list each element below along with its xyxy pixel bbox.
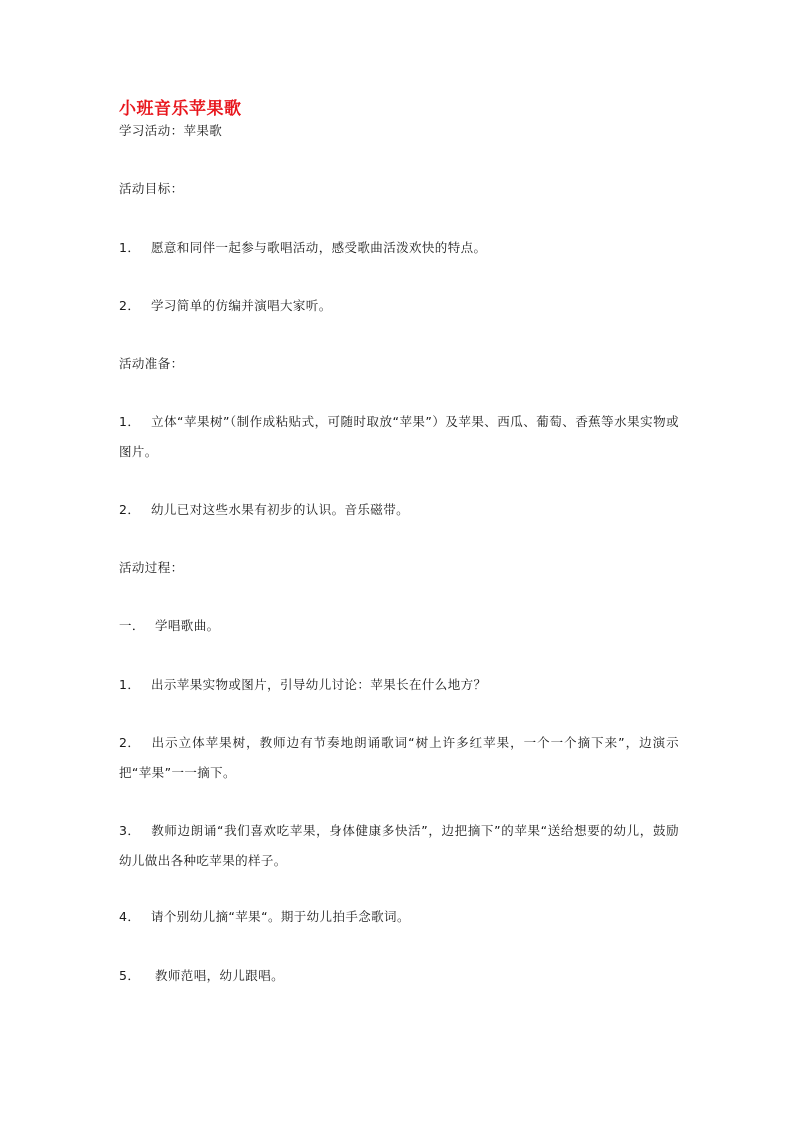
step-item-1 [119,677,486,693]
goals-heading: 活动目标： [119,181,184,196]
step-text: 教师范唱，幼儿跟唱。 [155,968,285,983]
section-one [119,618,220,634]
prep-number: 2． [119,502,141,517]
goal-item-1 [119,240,486,256]
prep-text: 幼儿已对这些水果有初步的认识。音乐磁带。 [151,502,410,517]
step-item-5 [119,968,284,984]
goal-text: 学习简单的仿编并演唱大家听。 [151,298,332,313]
subtitle: 学习活动：苹果歌 [119,123,223,138]
prep-item-2 [119,502,409,518]
step-item-4 [119,909,410,925]
goal-number: 1． [119,240,141,255]
prep-item-1 [119,407,679,467]
process-heading: 活动过程： [119,560,184,575]
step-item-2 [119,728,679,788]
step-text: 教师边朗诵“我们喜欢吃苹果，身体健康多快活”，边把摘下”的苹果“送给想要的幼儿，鼓励幼儿做出各种吃苹果的样子。 [119,823,679,868]
goal-item-2 [119,298,332,314]
step-text: 请个别幼儿摘“苹果“。期于幼儿拍手念歌词。 [151,909,410,924]
step-number: 5． [119,968,141,983]
document-title: 小班音乐苹果歌 [119,99,242,119]
step-number: 2． [119,735,141,750]
step-number: 1． [119,677,141,692]
section-text: 学唱歌曲。 [155,618,220,633]
step-item-3 [119,816,679,876]
prep-heading: 活动准备： [119,356,184,371]
prep-number: 1． [119,414,141,429]
step-text: 出示苹果实物或图片，引导幼儿讨论：苹果长在什么地方？ [151,677,487,692]
step-number: 4． [119,909,141,924]
section-number: 一． [119,618,145,633]
prep-text: 立体“苹果树”（制作成粘贴式，可随时取放“苹果”）及苹果、西瓜、葡萄、香蕉等水果实物或图片。 [119,414,679,459]
goal-text: 愿意和同伴一起参与歌唱活动，感受歌曲活泼欢快的特点。 [151,240,487,255]
step-number: 3． [119,823,141,838]
goal-number: 2． [119,298,141,313]
step-text: 出示立体苹果树，教师边有节奏地朗诵歌词“树上许多红苹果，一个一个摘下来”，边演示把“苹果”一一摘下。 [119,735,679,780]
